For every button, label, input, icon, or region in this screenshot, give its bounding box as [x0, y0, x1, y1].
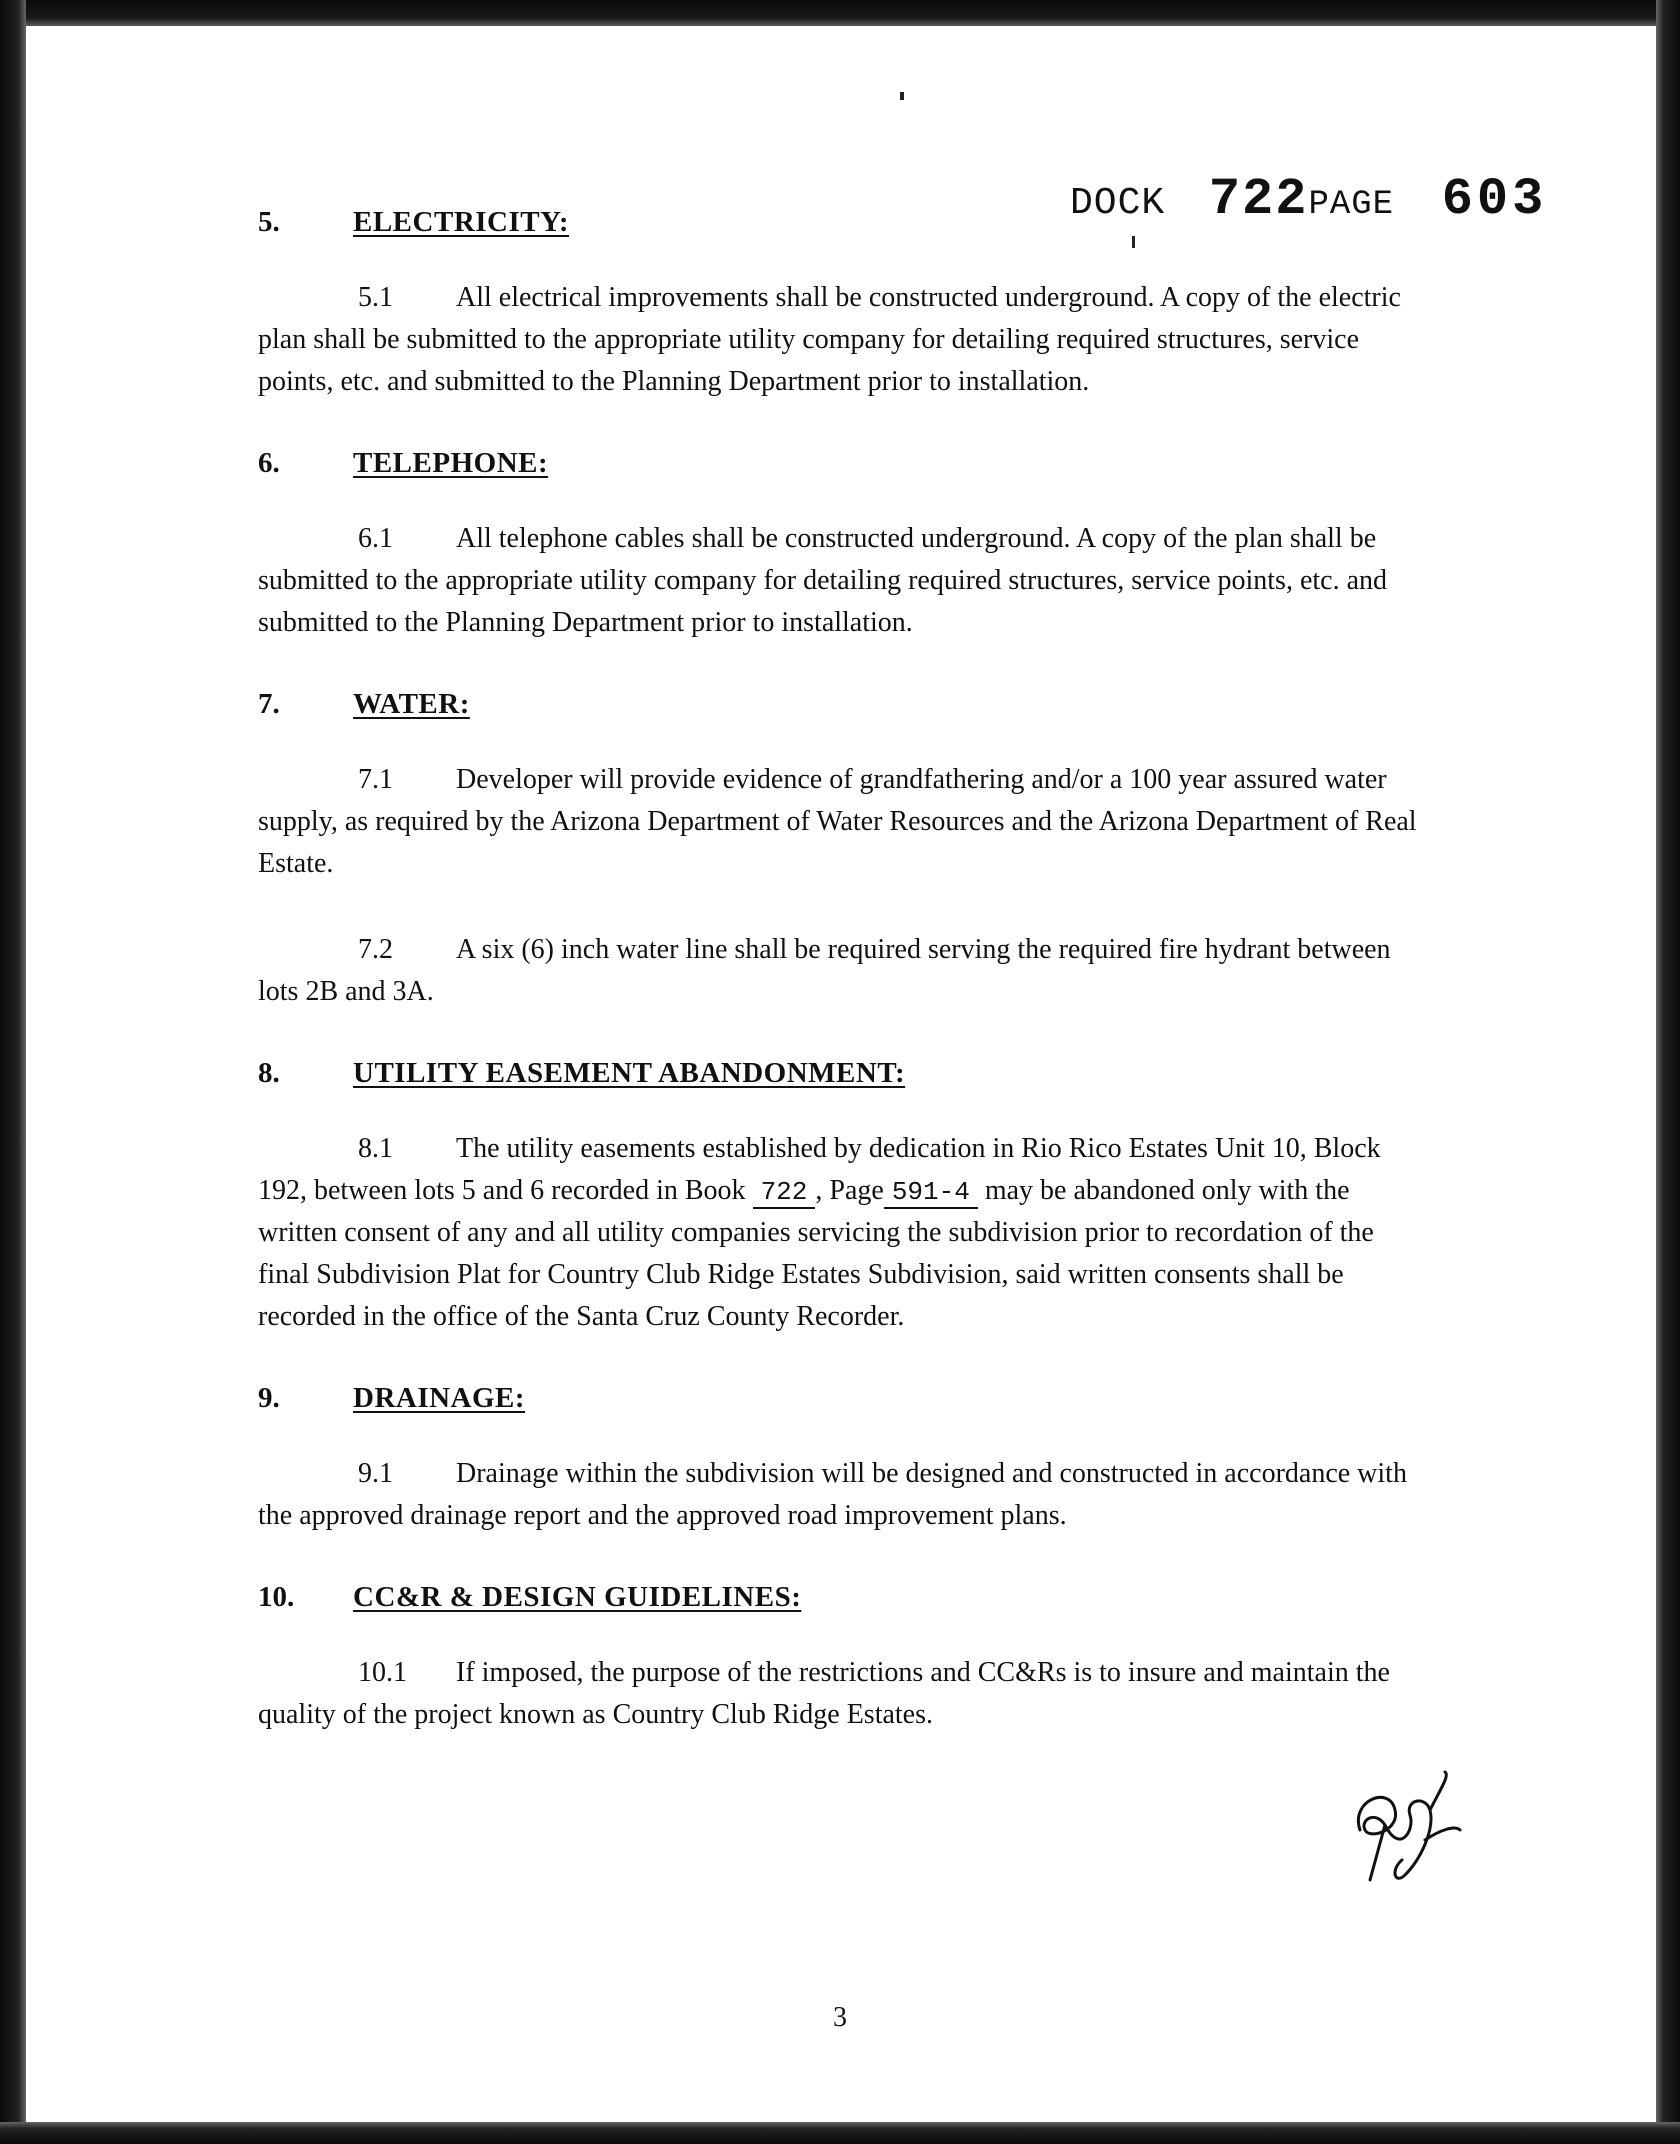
paragraph-text: The utility easements established by dedication in Rio Rico Estates Unit 10, Block 192, between lots 5 and 6 recorded in Book	[258, 1133, 1381, 1206]
section-title: ELECTRICITY:	[353, 206, 570, 238]
stamp-book-word: DOCK	[1070, 182, 1166, 225]
paragraph	[258, 277, 1418, 403]
paragraph-text: Drainage within the subdivision will be designed and constructed in accordance with the approved drainage report and the approved road improvement plans.	[258, 1458, 1407, 1531]
paragraph	[258, 1128, 1418, 1338]
paragraph-text: , Page	[815, 1175, 884, 1206]
paragraph-number: 5.1	[358, 282, 393, 313]
section-number: 5.	[258, 206, 280, 238]
scan-speck	[900, 92, 904, 100]
paragraph-text: If imposed, the purpose of the restrictions and CC&Rs is to insure and maintain the quality of the project known as Country Club Ridge Estates.	[258, 1657, 1390, 1730]
document-body	[258, 180, 1438, 1780]
section-number: 6.	[258, 447, 280, 479]
section-water	[258, 688, 1438, 1013]
paragraph	[258, 518, 1418, 644]
paragraph	[258, 1652, 1418, 1736]
scan-edge-right	[1656, 0, 1680, 2144]
section-title: DRAINAGE:	[353, 1382, 526, 1414]
paragraph-text: Developer will provide evidence of grandfathering and/or a 100 year assured water supply, as required by the Arizona Department of Water Resources and the Arizona Department of Real Estate.	[258, 764, 1417, 879]
scan-edge-left	[0, 0, 26, 2144]
paragraph-text: All telephone cables shall be constructed underground. A copy of the plan shall be submitted to the appropriate utility company for detailing required structures, service points, etc. and submitted to the Planning Department prior to installation.	[258, 523, 1388, 638]
section-heading	[258, 1057, 1438, 1090]
section-number: 10.	[258, 1581, 295, 1613]
book-fill-in: 722	[753, 1177, 816, 1209]
section-heading	[258, 1382, 1438, 1415]
page-fill-in: 591-4	[884, 1177, 978, 1209]
scan-edge-bottom	[0, 2122, 1680, 2144]
paragraph-text: may be abandoned only with the written consent of any and all utility companies servicing the subdivision prior to recordation of the final Subdivision Plat for Country Club Ridge Estates Subdivision, said written consents shall be recorded in the office of the Santa Cruz County Recorder.	[258, 1175, 1374, 1332]
paragraph-text: A six (6) inch water line shall be required serving the required fire hydrant between lots 2B and 3A.	[258, 934, 1391, 1007]
paragraph-number: 7.2	[358, 934, 393, 965]
section-title: CC&R & DESIGN GUIDELINES:	[353, 1581, 802, 1613]
stamp-book-number: 722	[1208, 170, 1309, 229]
section-title: WATER:	[353, 688, 470, 720]
paragraph	[258, 1453, 1418, 1537]
paragraph-number: 6.1	[358, 523, 393, 554]
section-number: 9.	[258, 1382, 280, 1414]
section-number: 7.	[258, 688, 280, 720]
paragraph-number: 8.1	[358, 1133, 393, 1164]
paragraph	[258, 929, 1418, 1013]
section-heading	[258, 206, 1438, 239]
section-heading	[258, 1581, 1438, 1614]
handwritten-signature-initials	[1330, 1770, 1480, 1890]
paragraph-number: 7.1	[358, 764, 393, 795]
stamp-page-number: 603	[1441, 170, 1548, 229]
section-telephone	[258, 447, 1438, 644]
paragraph-number: 9.1	[358, 1458, 393, 1489]
section-ccr-design-guidelines	[258, 1581, 1438, 1736]
section-number: 8.	[258, 1057, 280, 1089]
section-utility-easement-abandonment	[258, 1057, 1438, 1338]
section-drainage	[258, 1382, 1438, 1537]
scan-edge-top	[0, 0, 1680, 26]
section-heading	[258, 447, 1438, 480]
paragraph-text: All electrical improvements shall be constructed underground. A copy of the electric plan shall be submitted to the appropriate utility company for detailing required structures, service points, etc. and submitted to the Planning Department prior to installation.	[258, 282, 1401, 397]
section-title: TELEPHONE:	[353, 447, 549, 479]
stamp-page-word: PAGE	[1308, 186, 1395, 224]
section-title: UTILITY EASEMENT ABANDONMENT:	[353, 1057, 906, 1089]
paragraph	[258, 759, 1418, 885]
page-number: 3	[833, 2002, 847, 2033]
section-heading	[258, 688, 1438, 721]
paragraph-number: 10.1	[358, 1657, 407, 1688]
section-electricity	[258, 206, 1438, 403]
